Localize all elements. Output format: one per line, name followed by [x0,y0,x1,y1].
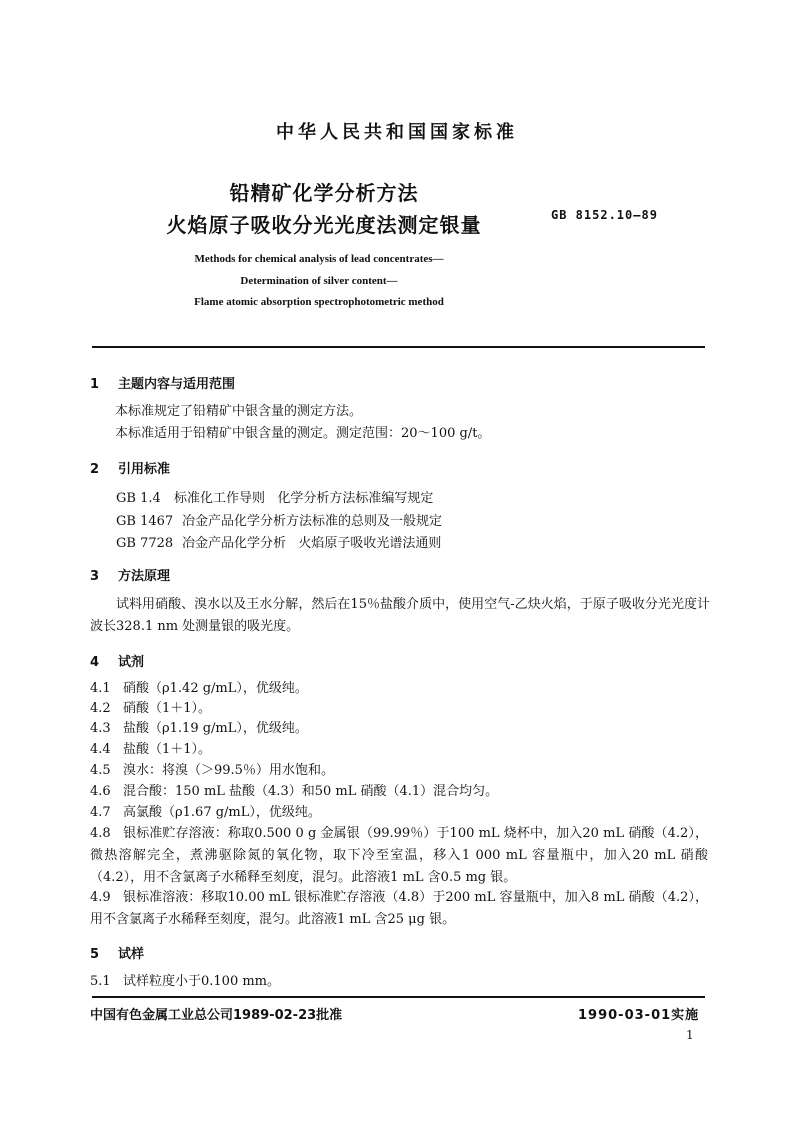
title-cn-line1: 铅精矿化学分析方法 [229,181,419,205]
reference-item [116,487,433,506]
item-number: 4.1 [90,681,111,696]
item-number: 4.5 [90,763,111,778]
reference-text: 冶金产品化学分析方法标准的总则及一般规定 [182,514,443,529]
reagent-item [90,887,708,931]
item-text: 试样粒度小于0.100 mm。 [123,974,281,989]
item-number: 4.8 [90,826,111,841]
section-number: 4 [90,655,100,670]
reagent-item [90,781,708,803]
reagent-item [90,760,708,782]
section-title: 方法原理 [118,569,171,584]
reagent-item [90,718,708,740]
reagent-item [90,739,708,761]
reagent-item [90,802,708,824]
section-number: 5 [90,947,100,962]
section-title: 试剂 [118,655,145,670]
item-text: 混合酸：150 mL 盐酸（4.3）和50 mL 硝酸（4.1）混合均匀。 [123,784,499,799]
title-cn-line2: 火焰原子吸收分光光度法测定银量 [166,213,482,237]
section-1-line-1: 本标准规定了铅精矿中银含量的测定方法。 [115,404,363,419]
item-number: 4.3 [90,721,111,736]
item-text: 银标准贮存溶液：称取0.500 0 g 金属银（99.99％）于100 mL 烧杯中，加入20 mL 硝酸（4.2），微热溶解完全，煮沸驱除氮的氧化物，取下冷至室温，移入1 000 mL 容量瓶中，加入20 mL 硝酸（4.2），用不含氯离子水稀释至刻度，混匀。此溶液1 mL 含0.5 mg 银。 [90,826,708,885]
section-3-paragraph: 试料用硝酸、溴水以及王水分解，然后在15％盐酸介质中，使用空气-乙炔火焰，于原子吸收分光光度计波长328.1 nm 处测量银的吸光度。 [90,597,710,634]
implementation-date: 1990-03-01实施 [578,1008,700,1023]
section-1-line-2: 本标准适用于铅精矿中银含量的测定。测定范围：20～100 g/t。 [115,426,491,441]
section-number: 2 [90,462,100,477]
section-1-heading [90,373,235,392]
section-number: 1 [90,377,100,392]
reference-text: 标准化工作导则 化学分析方法标准编写规定 [174,491,434,506]
reference-code: GB 1467 [116,514,174,529]
title-en-line1: Methods for chemical analysis of lead concentrates— [194,253,444,265]
section-title: 试样 [118,947,145,962]
reference-code: GB 1.4 [116,491,161,506]
reference-text: 冶金产品化学分析 火焰原子吸收光谱法通则 [182,536,442,551]
item-text: 银标准溶液：移取10.00 mL 银标准贮存溶液（4.8）于200 mL 容量瓶中，加入8 mL 硝酸（4.2），用不含氯离子水稀释至刻度，混匀。此溶液1 mL 含25 μg 银。 [90,890,708,927]
title-en-line3: Flame atomic absorption spectrophotometric method [194,296,444,308]
national-standard-heading: 中华人民共和国国家标准 [276,122,518,143]
section-4-heading [90,651,144,670]
section-number: 3 [90,569,100,584]
item-number: 4.6 [90,784,111,799]
approval-line: 中国有色金属工业总公司1989-02-23批准 [90,1008,343,1023]
item-text: 盐酸（1＋1）。 [123,742,212,757]
item-text: 盐酸（ρ1.19 g/mL），优级纯。 [123,721,308,736]
item-text: 溴水：将溴（＞99.5％）用水饱和。 [123,763,334,778]
item-number: 4.9 [90,890,111,905]
reference-item [116,510,442,529]
sample-item [90,971,708,993]
section-title: 引用标准 [118,462,171,477]
reference-code: GB 7728 [116,536,174,551]
section-title: 主题内容与适用范围 [118,377,236,392]
reagent-item [90,698,708,720]
item-text: 硝酸（1＋1）。 [123,701,212,716]
reference-item [116,532,441,551]
item-number: 4.7 [90,805,111,820]
reagent-item [90,823,708,889]
standard-code: GB 8152.10—89 [551,208,658,222]
footer-divider [92,996,705,998]
top-divider [92,346,705,348]
reagent-item [90,678,708,700]
section-5-heading [90,943,144,962]
title-en-line2: Determination of silver content— [240,275,398,287]
item-text: 硝酸（ρ1.42 g/mL），优级纯。 [123,681,308,696]
item-number: 5.1 [90,974,111,989]
item-text: 高氯酸（ρ1.67 g/mL），优级纯。 [123,805,321,820]
item-number: 4.2 [90,701,111,716]
section-3-heading [90,565,170,584]
page-number: 1 [686,1028,694,1042]
section-2-heading [90,458,170,477]
item-number: 4.4 [90,742,111,757]
